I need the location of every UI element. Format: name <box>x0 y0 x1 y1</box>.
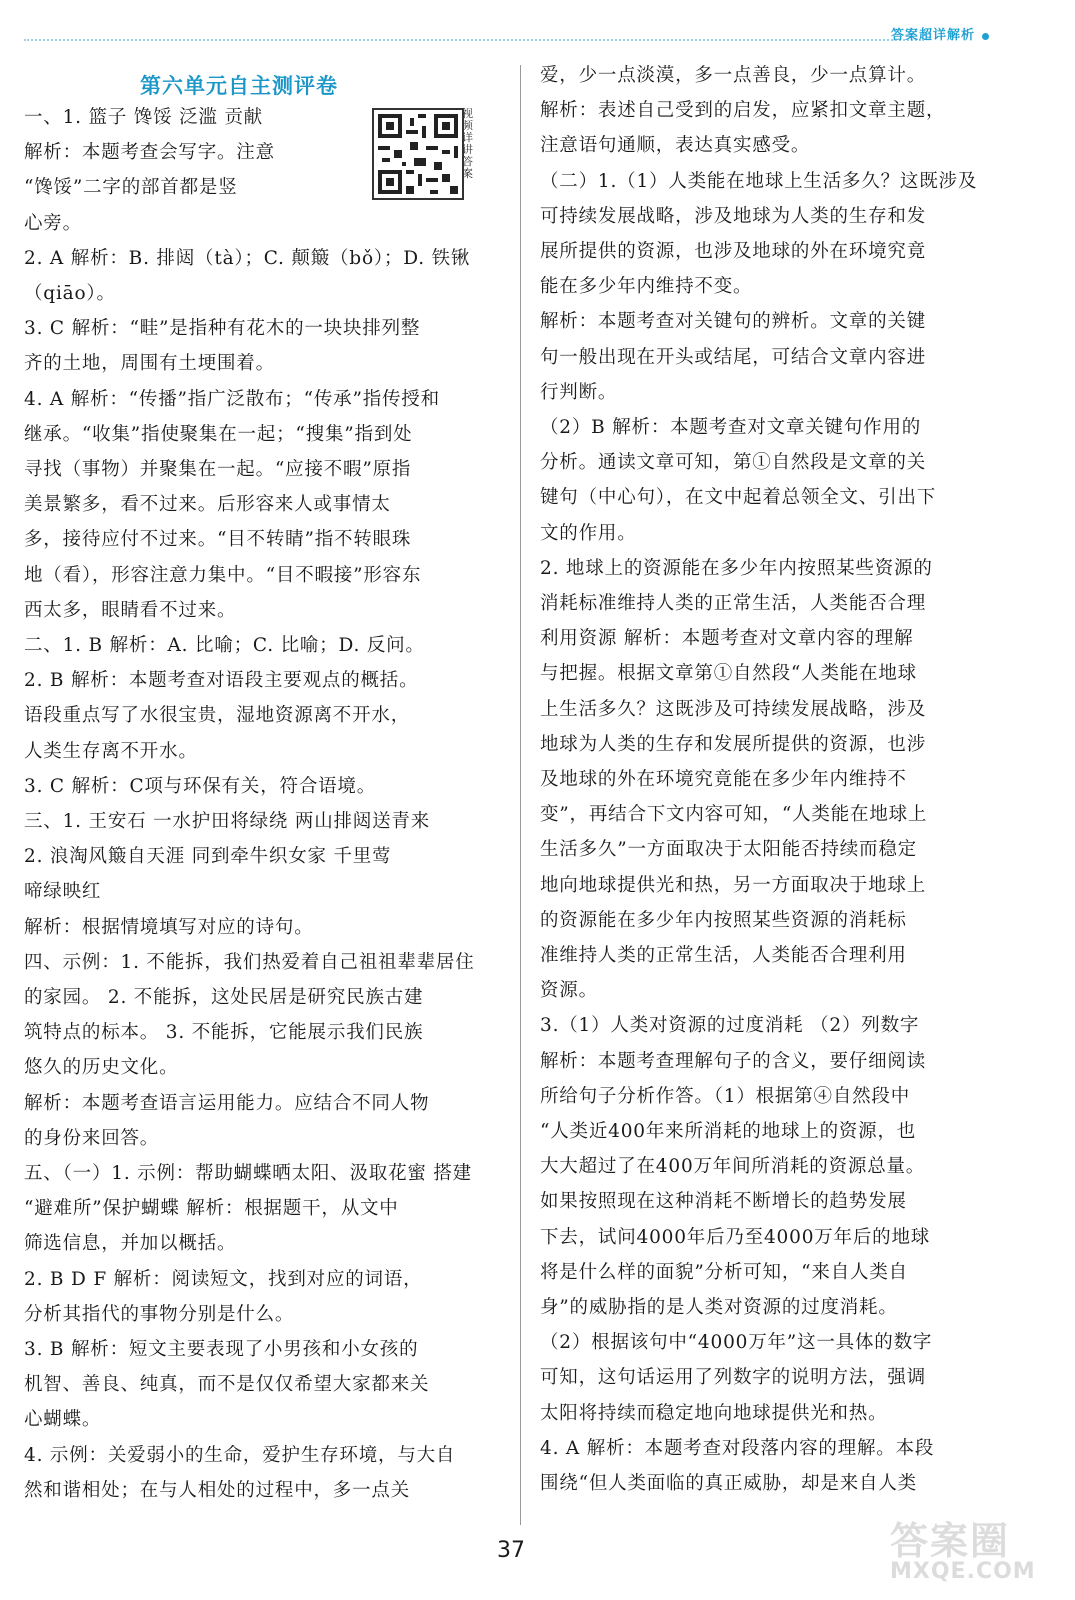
text-line: 的家园。 2. 不能拆，这处民居是研究民族古建 <box>24 987 424 1008</box>
text-line: 解析：本题考查语言运用能力。应结合不同人物 <box>24 1092 430 1114</box>
text-line: 解析：本题考查对关键句的辨析。文章的关键 <box>540 311 927 333</box>
text-line: 美景繁多，看不过来。后形容来人或事情太 <box>24 494 391 516</box>
page-title: 第六单元自主测评卷 <box>140 74 338 98</box>
text-line: 句一般出现在开头或结尾，可结合文章内容进 <box>540 346 927 368</box>
text-line: 2. 浪淘风簸自天涯 同到牵牛织女家 千里莺 <box>24 846 392 868</box>
text-line: 准维持人类的正常生活，人类能否合理利用 <box>540 945 907 966</box>
text-line: 4. A 解析：“传播”指广泛散布；“传承”指传授和 <box>24 388 440 410</box>
text-line: 及地球的外在环境究竟能在多少年内维持不 <box>540 769 907 790</box>
text-line: 围绕“但人类面临的真正威胁，却是来自人类 <box>540 1473 917 1494</box>
text-line: （2）B 解析：本题考查对文章关键句作用的 <box>540 417 922 438</box>
text-line: 3.（1）人类对资源的过度消耗 （2）列数字 <box>540 1015 920 1037</box>
text-line: 与把握。根据文章第①自然段“人类能在地球 <box>540 663 917 685</box>
text-line: “人类近400年来所消耗的地球上的资源，也 <box>540 1121 917 1142</box>
text-line: 心蝴蝶。 <box>24 1409 102 1431</box>
text-line: 4. A 解析：本题考查对段落内容的理解。本段 <box>540 1437 935 1459</box>
text-line: 太阳将持续而稳定地向地球提供光和热。 <box>540 1402 888 1424</box>
text-line: 利用资源 解析：本题考查对文章内容的理解 <box>540 628 914 650</box>
text-line: 地球为人类的生存和发展所提供的资源，也涉 <box>540 733 927 755</box>
text-line: 消耗标准维持人类的正常生活，人类能否合理 <box>540 593 927 614</box>
text-line: 多，接待应付不过来。“目不转睛”指不转眼珠 <box>24 529 412 551</box>
text-line: 分析。通读文章可知，第①自然段是文章的关 <box>540 452 927 474</box>
text-line: 能在多少年内维持不变。 <box>540 276 753 298</box>
text-line: 大大超过了在400万年间所消耗的资源总量。 <box>540 1156 926 1178</box>
text-line: 2. A 解析：B. 排闼（tà）；C. 颠簸（bǒ）；D. 铁锹 <box>24 247 471 269</box>
text-line: 五、（一）1. 示例：帮助蝴蝶晒太阳、汲取花蜜 搭建 <box>24 1163 472 1184</box>
text-line: “馋馁”二字的部首都是竖 <box>24 177 238 199</box>
text-line: 注意语句通顺，表达真实感受。 <box>540 135 811 157</box>
text-line: 心旁。 <box>24 212 82 234</box>
watermark-line2: MXQE.COM <box>890 1559 1036 1584</box>
header-rule <box>24 39 924 41</box>
text-line: （2）根据该句中“4000万年”这一具体的数字 <box>540 1332 933 1354</box>
text-line: 展所提供的资源，也涉及地球的外在环境究竟 <box>540 241 927 262</box>
text-line: 可知，这句话运用了列数字的说明方法，强调 <box>540 1367 927 1389</box>
text-line: 筛选信息，并加以概括。 <box>24 1233 237 1255</box>
text-line: 然和谐相处；在与人相处的过程中，多一点关 <box>24 1479 411 1501</box>
text-line: 解析：本题考查会写字。注意 <box>24 142 275 164</box>
text-line: 文的作用。 <box>540 522 637 544</box>
qr-code-icon[interactable] <box>372 108 464 200</box>
text-line: “避难所”保护蝴蝶 解析：根据题干，从文中 <box>24 1198 399 1220</box>
page-number: 37 <box>497 1538 525 1563</box>
header-tag: 答案超详解析 <box>890 28 975 43</box>
text-line: 人类生存离不开水。 <box>24 740 198 762</box>
text-line: 如果按照现在这种消耗不断增长的趋势发展 <box>540 1191 907 1213</box>
text-line: 可持续发展战略，涉及地球为人类的生存和发 <box>540 205 927 227</box>
text-line: 爱，少一点淡漠，多一点善良，少一点算计。 <box>540 65 927 86</box>
text-line: 将是什么样的面貌”分析可知，“来自人类自 <box>540 1261 908 1283</box>
text-line: 2. B D F 解析：阅读短文，找到对应的词语， <box>24 1268 423 1290</box>
text-line: 解析：本题考查理解句子的含义，要仔细阅读 <box>540 1050 927 1072</box>
text-line: 悠久的历史文化。 <box>24 1057 179 1079</box>
watermark-line1: 答案圈 <box>890 1519 1011 1563</box>
header-dot-icon <box>982 33 989 40</box>
text-line: 二、1. B 解析：A. 比喻；C. 比喻；D. 反问。 <box>24 635 425 656</box>
text-line: 一、1. 篮子 馋馁 泛滥 贡献 <box>24 107 263 128</box>
qr-label: 视频详讲答案 <box>462 107 473 180</box>
text-line: 齐的土地，周围有土埂围着。 <box>24 353 275 375</box>
text-line: 的身份来回答。 <box>24 1127 160 1149</box>
text-line: 行判断。 <box>540 381 618 403</box>
text-line: 啼绿映红 <box>24 881 102 903</box>
text-line: 上生活多久？这既涉及可持续发展战略，涉及 <box>540 698 927 720</box>
text-line: 语段重点写了水很宝贵，湿地资源离不开水， <box>24 705 411 727</box>
text-line: （qiāo）。 <box>24 283 116 304</box>
text-line: 下去，试问4000年后乃至4000万年后的地球 <box>540 1226 931 1248</box>
text-line: 继承。“收集”指使聚集在一起；“搜集”指到处 <box>24 423 413 445</box>
text-line: 四、示例：1. 不能拆，我们热爱着自己祖祖辈辈居住 <box>24 951 475 973</box>
text-line: 解析：表述自己受到的启发，应紧扣文章主题， <box>540 100 946 122</box>
text-line: 变”，再结合下文内容可知，“人类能在地球上 <box>540 804 928 826</box>
text-line: 分析其指代的事物分别是什么。 <box>24 1303 295 1325</box>
text-line: 三、1. 王安石 一水护田将绿绕 两山排闼送青来 <box>24 811 430 832</box>
text-line: 机智、善良、纯真，而不是仅仅希望大家都来关 <box>24 1374 430 1396</box>
text-line: 生活多久”一方面取决于太阳能否持续而稳定 <box>540 839 917 861</box>
text-line: 筑特点的标本。 3. 不能拆，它能展示我们民族 <box>24 1022 424 1044</box>
text-line: 身”的威胁指的是人类对资源的过度消耗。 <box>540 1297 898 1318</box>
watermark-logo <box>890 1510 1060 1590</box>
text-line: 4. 示例：关爱弱小的生命，爱护生存环境，与大自 <box>24 1444 456 1466</box>
text-line: 地向地球提供光和热，另一方面取决于地球上 <box>540 874 927 896</box>
text-line: 资源。 <box>540 980 598 1002</box>
text-line: 所给句子分析作答。（1）根据第④自然段中 <box>540 1085 911 1107</box>
text-line: 的资源能在多少年内按照某些资源的消耗标 <box>540 909 907 931</box>
text-line: 西太多，眼睛看不过来。 <box>24 599 237 621</box>
text-line: 3. C 解析：“畦”是指种有花木的一块块排列整 <box>24 318 421 340</box>
text-line: 2. B 解析：本题考查对语段主要观点的概括。 <box>24 670 419 692</box>
text-line: 键句（中心句），在文中起着总领全文、引出下 <box>540 487 937 509</box>
text-line: 3. B 解析：短文主要表现了小男孩和小女孩的 <box>24 1339 419 1360</box>
text-line: 3. C 解析：C项与环保有关，符合语境。 <box>24 775 377 797</box>
text-line: （二）1.（1）人类能在地球上生活多久？这既涉及 <box>540 170 978 192</box>
column-divider <box>520 65 521 1525</box>
text-line: 地（看），形容注意力集中。“目不暇接”形容东 <box>24 564 422 586</box>
text-line: 解析：根据情境填写对应的诗句。 <box>24 916 314 938</box>
text-line: 寻找（事物）并聚集在一起。“应接不暇”原指 <box>24 459 412 480</box>
text-line: 2. 地球上的资源能在多少年内按照某些资源的 <box>540 557 933 579</box>
